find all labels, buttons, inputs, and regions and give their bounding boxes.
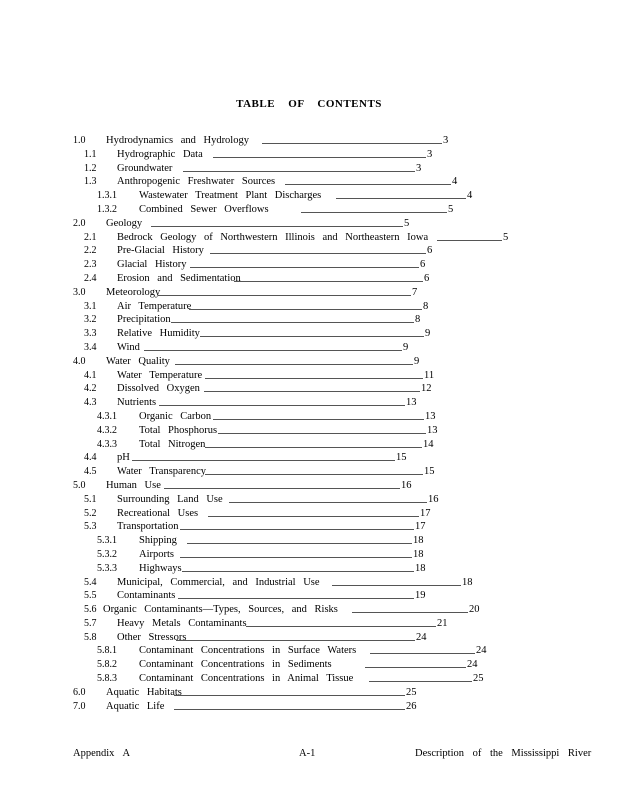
toc-entry-title: Contaminant Concentrations in Surface Waters [139,645,357,657]
toc-entry-page: 16 [401,479,412,491]
toc-entry-page: 3 [427,148,433,160]
toc-entry [0,300,618,314]
toc-entry-page: 14 [423,438,434,450]
toc-entry-number: 6.0 [73,686,86,698]
toc-leader-line [213,157,426,158]
toc-leader-line [210,253,426,254]
toc-leader-line [365,667,466,668]
toc-entry-page: 17 [415,521,426,533]
toc-entry-number: 5.3.3 [97,562,117,574]
toc-entry [0,686,618,700]
toc-entry-title: Aquatic Habitats [106,686,182,698]
toc-entry-page: 9 [414,355,420,367]
toc-leader-line [164,488,400,489]
toc-leader-line [205,474,423,475]
toc-leader-line [176,640,415,641]
toc-entry-page: 18 [462,576,473,588]
toc-entry-title: Surrounding Land Use [117,493,223,505]
toc-entry [0,286,618,300]
toc-leader-line [182,571,414,572]
toc-entry-page: 3 [416,162,422,174]
toc-entry-number: 4.3.2 [97,424,117,436]
toc-entry-number: 5.4 [84,576,97,588]
toc-entry-title: Relative Humidity [117,328,200,340]
toc-entry-title: Anthropogenic Freshwater Sources [117,176,276,188]
toc-leader-line [352,612,468,613]
toc-leader-line [175,364,413,365]
toc-entry-number: 1.3.1 [97,190,117,202]
toc-entry [0,451,618,465]
toc-entry-page: 25 [406,686,417,698]
toc-leader-line [218,433,426,434]
toc-entry-title: Air Temperature [117,300,192,312]
toc-entry-page: 16 [428,493,439,505]
toc-entry [0,217,618,231]
toc-entry-title: Shipping [139,535,177,547]
toc-leader-line [200,336,424,337]
toc-entry [0,479,618,493]
footer-appendix-label: Appendix A [73,748,131,759]
toc-entry-title: Water Temperature [117,369,203,381]
toc-entry-page: 6 [420,259,426,271]
toc-entry [0,134,618,148]
toc-entry-title: Erosion and Sedimentation [117,272,241,284]
toc-entry-number: 4.2 [84,383,97,395]
toc-entry-number: 2.4 [84,272,97,284]
toc-entry-title: Meteorology [106,286,161,298]
footer-page-number: A-1 [299,748,316,759]
toc-entry-number: 1.3.2 [97,203,117,215]
toc-entry [0,603,618,617]
toc-entry-page: 4 [452,176,458,188]
toc-entry [0,493,618,507]
toc-entry-title: Highways [139,562,182,574]
toc-leader-line [183,171,415,172]
toc-entry-page: 8 [415,314,421,326]
toc-entry [0,258,618,272]
toc-entry-title: Heavy Metals Contaminants [117,617,247,629]
toc-entry-number: 5.8.1 [97,645,117,657]
toc-entry-number: 2.0 [73,217,86,229]
toc-entry [0,327,618,341]
toc-entry-page: 6 [424,272,430,284]
toc-leader-line [262,143,442,144]
toc-entry-number: 2.1 [84,231,97,243]
toc-entry-title: Total Phosphorus [139,424,218,436]
toc-entry-page: 5 [448,203,454,215]
toc-entry-title: Hydrodynamics and Hydrology [106,135,249,146]
toc-leader-line [144,350,402,351]
toc-leader-line [229,502,427,503]
toc-entry-number: 5.5 [84,590,97,602]
toc-entry [0,203,618,217]
toc-entry [0,189,618,203]
toc-entry [0,396,618,410]
toc-entry [0,644,618,658]
toc-entry [0,438,618,452]
toc-entry-number: 5.1 [84,493,97,505]
toc-entry-title: Transportation [117,521,179,533]
toc-leader-line [205,378,423,379]
toc-entry-number: 1.0 [73,135,86,146]
toc-entry-number: 3.3 [84,328,97,340]
toc-entry-title: Recreational Uses [117,507,199,519]
toc-entry-number: 5.2 [84,507,97,519]
toc-entry-title: Other Stressors [117,631,187,643]
toc-entry-page: 6 [427,245,433,257]
toc-entry-title: Contaminants [117,590,176,602]
toc-entry-page: 17 [420,507,431,519]
toc-entry-title: Water Quality [106,355,170,367]
toc-leader-line [132,460,395,461]
toc-entry-page: 15 [424,466,435,478]
toc-entry-number: 5.3 [84,521,97,533]
toc-entry-page: 13 [406,397,417,409]
toc-entry [0,562,618,576]
toc-entry-title: Municipal, Commercial, and Industrial Use [117,576,320,588]
toc-entry-number: 1.3 [84,176,97,188]
toc-entry-title: Dissolved Oxygen [117,383,200,395]
toc-entry-number: 4.1 [84,369,97,381]
toc-entry [0,341,618,355]
toc-entry [0,313,618,327]
toc-leader-line [369,681,472,682]
toc-entry [0,148,618,162]
toc-entry-number: 5.0 [73,479,86,491]
toc-entry [0,589,618,603]
toc-entry [0,700,618,714]
toc-entry-page: 4 [467,190,473,202]
toc-leader-line [336,198,466,199]
toc-leader-line [151,226,403,227]
toc-entry-page: 24 [476,645,487,657]
toc-leader-line [437,240,502,241]
toc-leader-line [213,419,424,420]
toc-leader-line [234,281,423,282]
toc-entry-number: 5.8.2 [97,659,117,671]
toc-entry [0,175,618,189]
toc-leader-line [189,309,422,310]
toc-entry [0,231,618,245]
toc-entry-number: 5.7 [84,617,97,629]
toc-entry-number: 5.6 [84,604,97,616]
toc-entry-number: 2.2 [84,245,97,257]
toc-entry-number: 4.3.1 [97,410,117,422]
toc-entry-page: 24 [416,631,427,643]
toc-leader-line [174,695,405,696]
toc-entry-page: 12 [421,383,432,395]
toc-entry-number: 3.2 [84,314,97,326]
toc-entry-title: Airports [139,548,174,560]
toc-leader-line [370,653,475,654]
toc-entry-title: Human Use [106,479,161,491]
toc-entry-title: Geology [106,217,143,229]
table-of-contents [0,134,618,713]
toc-entry-page: 20 [469,604,480,616]
toc-entry [0,534,618,548]
toc-leader-line [159,405,405,406]
page-title: TABLE OF CONTENTS [236,98,382,110]
toc-entry-title: Organic Contaminants—Types, Sources, and Risks [103,604,338,616]
toc-entry-number: 4.3 [84,397,97,409]
toc-entry-title: Groundwater [117,162,173,174]
toc-entry-page: 9 [425,328,431,340]
toc-entry-page: 8 [423,300,429,312]
toc-leader-line [178,598,414,599]
toc-entry-title: Aquatic Life [106,700,165,712]
toc-leader-line [208,516,419,517]
toc-entry-page: 26 [406,700,417,712]
toc-entry-title: Hydrographic Data [117,148,203,160]
toc-entry [0,672,618,686]
toc-entry-page: 5 [503,231,509,243]
toc-entry [0,631,618,645]
toc-leader-line [204,391,420,392]
toc-entry-page: 15 [396,452,407,464]
toc-entry [0,520,618,534]
toc-entry-page: 5 [404,217,410,229]
toc-entry [0,162,618,176]
toc-entry-page: 19 [415,590,426,602]
toc-entry-number: 4.3.3 [97,438,117,450]
toc-entry-number: 4.0 [73,355,86,367]
toc-entry-page: 9 [403,341,409,353]
toc-leader-line [285,184,451,185]
toc-entry-page: 3 [443,135,449,146]
toc-entry-title: Pre-Glacial History [117,245,204,257]
toc-entry [0,617,618,631]
toc-entry-title: Water Transparency [117,466,207,478]
toc-entry-number: 7.0 [73,700,86,712]
toc-entry-page: 18 [413,535,424,547]
toc-entry [0,382,618,396]
toc-entry-page: 21 [437,617,448,629]
toc-entry-title: Total Nitrogen [139,438,206,450]
toc-leader-line [174,709,405,710]
toc-entry-number: 1.1 [84,148,97,160]
toc-entry-page: 24 [467,659,478,671]
toc-entry [0,244,618,258]
toc-leader-line [187,543,412,544]
toc-leader-line [205,447,422,448]
toc-entry-number: 5.8.3 [97,673,117,685]
toc-entry-number: 2.3 [84,259,97,271]
toc-entry-title: Organic Carbon [139,410,212,422]
toc-leader-line [332,585,461,586]
toc-entry-number: 5.3.1 [97,535,117,547]
toc-entry [0,507,618,521]
toc-entry-title: Bedrock Geology of Northwestern Illinois and Northeastern Iowa [117,231,429,243]
toc-entry-title: Precipitation [117,314,171,326]
toc-entry-number: 1.2 [84,162,97,174]
toc-entry-number: 4.5 [84,466,97,478]
toc-entry-number: 3.1 [84,300,97,312]
toc-leader-line [180,529,414,530]
toc-entry-page: 18 [415,562,426,574]
toc-entry-number: 4.4 [84,452,97,464]
footer-document-title: Description of the Mississippi River [415,748,592,759]
toc-entry [0,576,618,590]
toc-entry [0,355,618,369]
toc-entry-title: Contaminant Concentrations in Animal Tissue [139,673,354,685]
toc-entry-title: Wind [117,341,140,353]
toc-entry-title: Contaminant Concentrations in Sediments [139,659,332,671]
toc-entry [0,548,618,562]
toc-entry-number: 5.3.2 [97,548,117,560]
toc-entry [0,465,618,479]
toc-leader-line [180,557,412,558]
toc-entry-title: Wastewater Treatment Plant Discharges [139,190,322,202]
toc-entry-page: 18 [413,548,424,560]
toc-entry-page: 13 [427,424,438,436]
toc-entry-number: 3.0 [73,286,86,298]
toc-leader-line [301,212,447,213]
toc-entry [0,272,618,286]
toc-leader-line [246,626,436,627]
toc-entry-page: 7 [412,286,418,298]
toc-entry [0,369,618,383]
toc-entry-title: Combined Sewer Overflows [139,203,269,215]
toc-entry-page: 11 [424,369,435,381]
toc-leader-line [171,322,414,323]
toc-entry-page: 25 [473,673,484,685]
toc-entry [0,424,618,438]
toc-entry-number: 3.4 [84,341,97,353]
toc-leader-line [158,295,411,296]
toc-entry-page: 13 [425,410,436,422]
toc-entry-title: Nutrients [117,397,157,409]
toc-entry-number: 5.8 [84,631,97,643]
toc-entry [0,658,618,672]
toc-entry-title: Glacial History [117,259,187,271]
toc-entry [0,410,618,424]
toc-entry-title: pH [117,452,130,464]
toc-leader-line [190,267,419,268]
